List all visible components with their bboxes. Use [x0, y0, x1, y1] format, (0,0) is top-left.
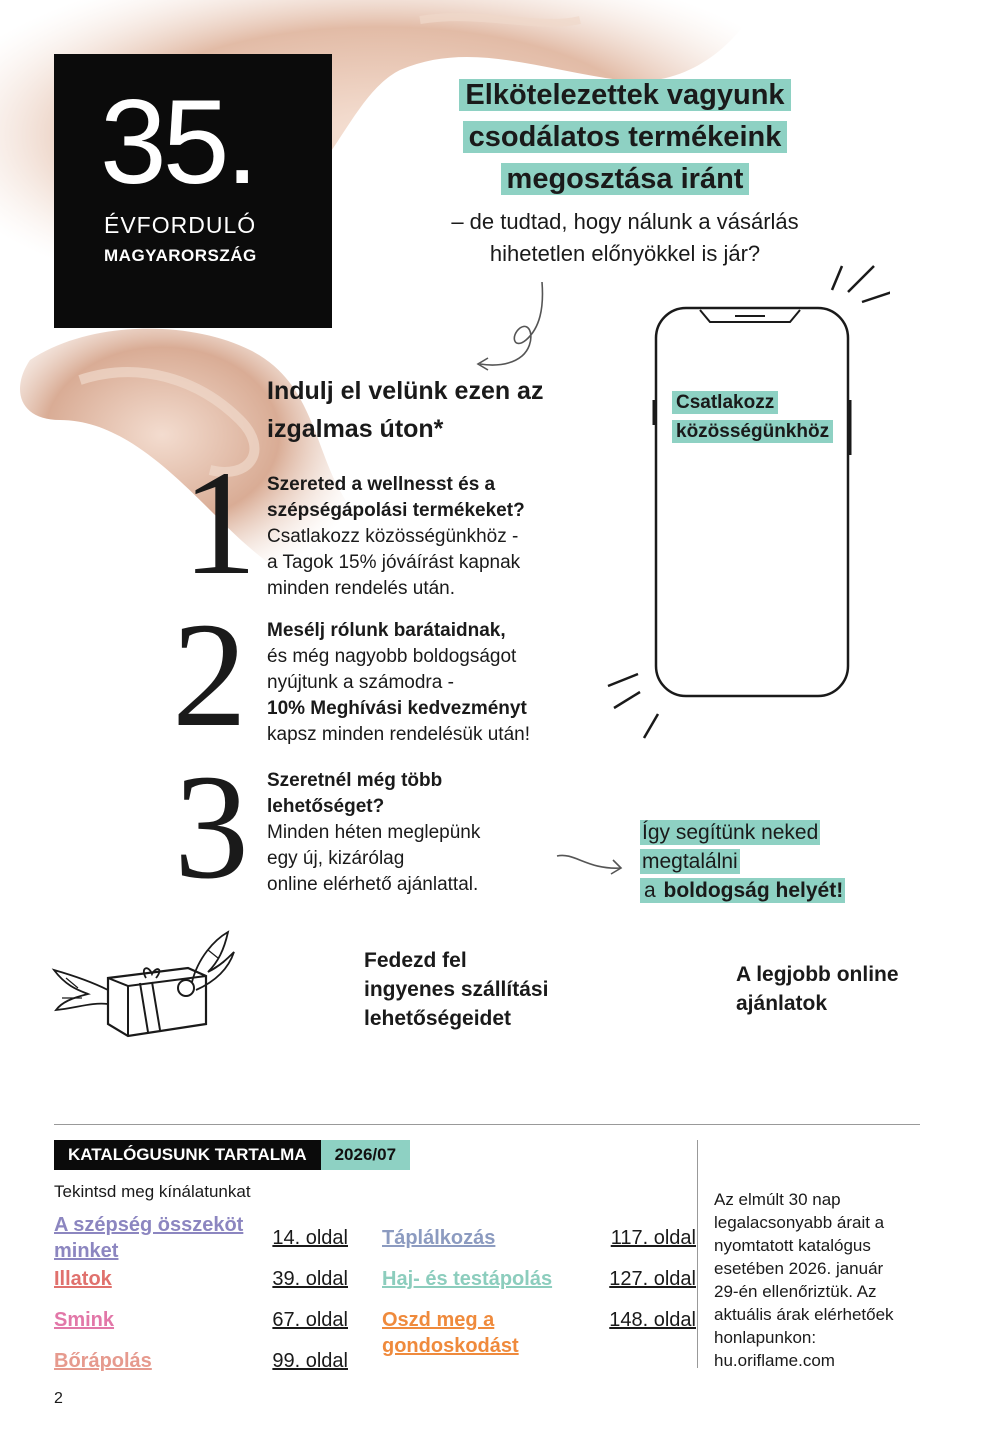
step-1-text-1: Csatlakozz közösségünkhöz -: [267, 526, 519, 547]
step-2-text-3: kapsz minden rendelésük után!: [267, 724, 530, 745]
help-text: [640, 818, 845, 905]
shipping-line-3: lehetőségeidet: [364, 1007, 512, 1030]
help-line-3a: a: [644, 879, 662, 902]
headline-line-3: megosztása iránt: [501, 163, 750, 195]
shipping-line-1: Fedezd fel: [364, 949, 467, 972]
toc-link-share-care-l1[interactable]: Oszd meg a: [382, 1309, 495, 1331]
note-line-4: esetében 2026. január: [714, 1259, 884, 1278]
step-3-bold-2: lehetőséget?: [267, 796, 385, 817]
note-line-2: legalacsonyabb árait a: [714, 1213, 885, 1232]
toc-link-beauty-l1[interactable]: A szépség összeköt: [54, 1214, 244, 1236]
note-line-7: honlapunkon:: [714, 1328, 817, 1347]
note-line-3: nyomtatott katalógus: [714, 1236, 871, 1255]
step-3-text-1: Minden héten meglepünk: [267, 822, 481, 843]
toc-page-beauty[interactable]: 14. oldal: [272, 1227, 348, 1249]
badge-line-2: MAGYARORSZÁG: [104, 246, 257, 265]
page-number: 2: [54, 1390, 63, 1407]
curly-arrow-icon: [470, 278, 560, 374]
toc-intro: Tekintsd meg kínálatunkat: [54, 1182, 251, 1201]
step-2-text-1: és még nagyobb boldogságot: [267, 646, 517, 667]
toc-link-beauty[interactable]: [54, 1212, 243, 1264]
subheadline-line-1: – de tudtad, hogy nálunk a vásárlás: [451, 209, 799, 234]
toc-page-makeup[interactable]: 67. oldal: [272, 1309, 348, 1331]
feature-offers: [736, 960, 899, 1018]
offers-line-1: A legjobb online: [736, 963, 899, 986]
shipping-line-2: ingyenes szállítási: [364, 978, 549, 1001]
toc-link-nutrition[interactable]: Táplálkozás: [382, 1227, 496, 1249]
journey-line-2: izgalmas úton*: [267, 415, 444, 443]
step-1-bold-2: szépségápolási termékeket?: [267, 500, 525, 521]
smartphone-icon: [600, 260, 890, 750]
toc-link-beauty-l2[interactable]: minket: [54, 1240, 119, 1262]
toc-title: KATALÓGUSUNK TARTALMA: [54, 1140, 321, 1170]
note-website-link[interactable]: hu.oriflame.com: [714, 1351, 835, 1370]
toc-page-nutrition[interactable]: 117. oldal: [610, 1227, 696, 1249]
toc-link-fragrance[interactable]: Illatok: [54, 1268, 112, 1290]
toc-issue: 2026/07: [321, 1140, 410, 1170]
step-3-text-3: online elérhető ajánlattal.: [267, 874, 479, 895]
step-1-number: 1: [182, 440, 257, 606]
divider: [54, 1124, 920, 1125]
offers-line-2: ajánlatok: [736, 992, 828, 1015]
anniversary-badge: [54, 54, 332, 328]
toc-page-hair-body[interactable]: 127. oldal: [609, 1268, 696, 1290]
toc-page-share-care[interactable]: 148. oldal: [609, 1309, 696, 1331]
toc-link-makeup[interactable]: Smink: [54, 1309, 115, 1331]
step-3-bold-1: Szeretnél még több: [267, 770, 443, 791]
badge-line-1: ÉVFORDULÓ: [104, 212, 257, 238]
note-line-5: 29-én ellenőriztük. Az: [714, 1282, 877, 1301]
toc-link-skincare[interactable]: Bőrápolás: [54, 1350, 152, 1372]
step-1-text-3: minden rendelés után.: [267, 578, 456, 599]
phone-line-1: Csatlakozz: [672, 391, 778, 414]
step-2-bold-1: Mesélj rólunk barátaidnak,: [267, 620, 506, 641]
toc-link-share-care-l2[interactable]: gondoskodást: [382, 1335, 519, 1357]
price-note: [714, 1188, 934, 1372]
subheadline-line-2: hihetetlen előnyökkel is jár?: [489, 241, 761, 266]
journey-heading: [267, 372, 587, 448]
phone-line-2: közösségünkhöz: [672, 420, 833, 443]
toc-page-fragrance[interactable]: 39. oldal: [272, 1268, 348, 1290]
step-2-bold-2: 10% Meghívási kedvezményt: [267, 698, 527, 719]
vertical-divider: [697, 1140, 698, 1368]
note-line-1: Az elmúlt 30 nap: [714, 1190, 841, 1209]
headline-line-2: csodálatos termékeink: [463, 121, 788, 153]
toc-page-skincare[interactable]: 99. oldal: [272, 1350, 348, 1372]
badge-number: 35.: [100, 75, 255, 209]
phone-join-text: [672, 388, 833, 446]
step-2-text: [267, 618, 587, 748]
step-2-text-2: nyújtunk a számodra -: [267, 672, 454, 693]
step-3-text: [267, 768, 587, 898]
headline-line-1: Elkötelezettek vagyunk: [459, 79, 790, 111]
note-line-6: aktuális árak elérhetőek: [714, 1305, 894, 1324]
journey-line-1: Indulj el velünk ezen az: [267, 377, 544, 405]
flying-gift-icon: [48, 928, 238, 1056]
toc-link-share-care[interactable]: [382, 1307, 519, 1359]
help-line-1: Így segítünk neked: [642, 821, 819, 844]
arrow-right-icon: [555, 848, 627, 882]
help-line-3b: boldogság helyét!: [663, 879, 844, 902]
help-line-2: megtalálni: [642, 850, 738, 873]
step-1-text: [267, 472, 587, 602]
step-1-text-2: a Tagok 15% jóváírást kapnak: [267, 552, 521, 573]
step-2-number: 2: [172, 592, 247, 758]
step-3-number: 3: [174, 744, 249, 910]
headline: [430, 74, 820, 200]
step-1-bold-1: Szereted a wellnesst és a: [267, 474, 496, 495]
toc-header: [54, 1140, 410, 1170]
feature-shipping: [364, 946, 548, 1033]
toc-link-hair-body[interactable]: Haj- és testápolás: [382, 1268, 553, 1290]
step-3-text-2: egy új, kizárólag: [267, 848, 405, 869]
